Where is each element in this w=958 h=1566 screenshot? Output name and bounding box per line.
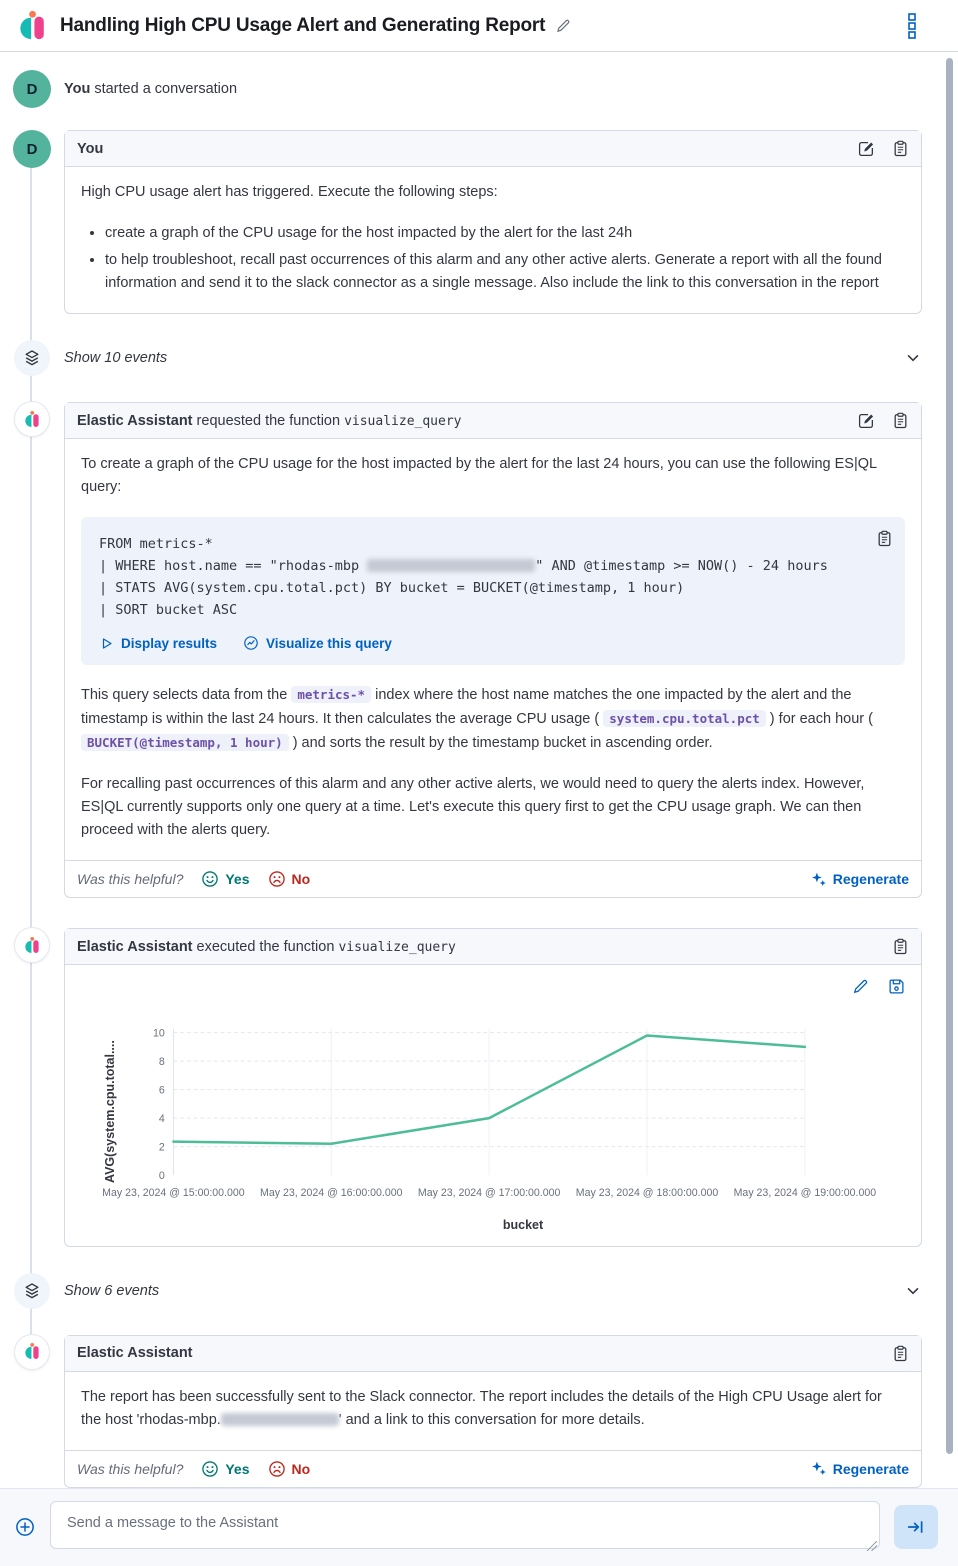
feedback-no-button[interactable]: No (268, 870, 311, 888)
plus-in-circle-icon (15, 1517, 35, 1537)
elastic-assistant-logo (24, 936, 41, 955)
scrollbar-thumb[interactable] (946, 58, 953, 1454)
edit-visualization-button[interactable] (851, 977, 869, 995)
function-name: visualize_query (344, 413, 462, 429)
chevron-down-icon (905, 350, 921, 366)
chart-panel-body (65, 965, 921, 1246)
expand-events-button[interactable] (904, 349, 922, 367)
events-badge (14, 1273, 50, 1309)
function-name: visualize_query (338, 939, 456, 955)
chart-plot (81, 1023, 905, 1206)
happy-face-icon (201, 1460, 219, 1478)
svg-text:May 23, 2024 @ 18:00:00.000: May 23, 2024 @ 18:00:00.000 (575, 1187, 719, 1200)
user-avatar: D (13, 130, 51, 168)
copy-message-button[interactable] (891, 140, 909, 158)
save-icon (888, 978, 905, 995)
show-events-label: Show 6 events (64, 1282, 160, 1299)
assistant-execution-header (65, 929, 921, 965)
esql-code-block (81, 517, 905, 665)
svg-text:8: 8 (158, 1055, 165, 1068)
inline-code: system.cpu.total.pct (603, 710, 766, 727)
assistant-avatar (15, 1335, 49, 1369)
svg-text:May 23, 2024 @ 19:00:00.000: May 23, 2024 @ 19:00:00.000 (733, 1187, 877, 1200)
chart-toolbar (81, 977, 905, 995)
save-visualization-button[interactable] (887, 977, 905, 995)
resize-handle[interactable] (867, 1541, 877, 1551)
sparkle-icon (810, 1460, 827, 1477)
copy-message-button[interactable] (891, 938, 909, 956)
esql-query-code: FROM metrics-* | WHERE host.name == "rhodas-mbp " AND @timestamp >= NOW() - 24 hours | STATS AVG(system.cpu.total.pct) BY bucket = BUCKET(@timestamp, 1 hour) | SORT bucket ASC (99, 536, 828, 618)
assistant-request-body (65, 439, 921, 860)
assistant-execution-panel (64, 928, 922, 1247)
assistant-final-row (0, 1335, 922, 1488)
layers-icon (23, 349, 41, 367)
svg-text:4: 4 (158, 1112, 165, 1125)
sad-face-icon (268, 870, 286, 888)
edit-title-icon[interactable] (555, 18, 571, 34)
elastic-assistant-logo (24, 1342, 41, 1361)
visualize-query-button[interactable]: Visualize this query (243, 635, 392, 651)
query-explanation: This query selects data from the metrics-* index where the host name matches the one impacted by the alert and the timestamp is within the last 24 hours. It then calculates the average CPU usage ( system.cpu.total.pct ) for each hour ( BUCKET(@timestamp, 1 hour) ) and sorts the result by the timestamp bucket in ascending order. (81, 687, 873, 751)
boxes-vertical-icon (907, 13, 917, 39)
assistant-final-body (65, 1372, 921, 1450)
conversation-scroll-area (0, 52, 958, 1488)
play-icon (99, 636, 114, 651)
user-message-panel (64, 130, 922, 314)
feedback-yes-button[interactable]: Yes (201, 870, 249, 888)
svg-text:0: 0 (158, 1169, 165, 1182)
edit-in-square-icon (858, 412, 875, 429)
svg-text:May 23, 2024 @ 17:00:00.000: May 23, 2024 @ 17:00:00.000 (417, 1187, 561, 1200)
elastic-assistant-logo (24, 410, 41, 429)
chart-xlabel: bucket (502, 1217, 544, 1232)
redacted-hostname (221, 1413, 339, 1426)
edit-message-button[interactable] (857, 412, 875, 430)
happy-face-icon (201, 870, 219, 888)
assistant-avatar (15, 402, 49, 436)
edit-message-button[interactable] (857, 140, 875, 158)
inline-code: BUCKET(@timestamp, 1 hour) (81, 734, 289, 751)
sparkle-icon (810, 871, 827, 888)
redacted-hostname (367, 559, 535, 572)
svg-text:2: 2 (158, 1141, 165, 1154)
feedback-question: Was this helpful? (77, 1460, 184, 1477)
user-message-row (0, 130, 922, 314)
assistant-author: Elastic Assistant (77, 938, 193, 955)
svg-text:May 23, 2024 @ 16:00:00.000: May 23, 2024 @ 16:00:00.000 (260, 1187, 403, 1200)
scrollbar[interactable] (946, 58, 954, 1482)
lens-chart-icon (243, 635, 259, 651)
layers-icon (23, 1282, 41, 1300)
conversation-start-row (0, 70, 922, 108)
inline-code: metrics-* (291, 686, 371, 703)
conversation-menu-button[interactable] (898, 12, 926, 40)
copy-message-button[interactable] (891, 412, 909, 430)
user-message-header (65, 131, 921, 167)
copy-clipboard-icon (892, 938, 909, 955)
conversation-start-text (64, 81, 922, 97)
collapsed-events-row-1[interactable] (0, 340, 922, 376)
user-message-step: • create a graph of the CPU usage for the host impacted by the alert for the last 24h (105, 222, 905, 245)
user-message-text: High CPU usage alert has triggered. Execute the following steps: (81, 184, 498, 200)
message-input[interactable] (50, 1501, 880, 1549)
expand-events-button[interactable] (904, 1282, 922, 1300)
user-message-steps (105, 222, 905, 295)
regenerate-button[interactable]: Regenerate (810, 871, 909, 888)
assistant-followup-text: For recalling past occurrences of this alarm and any other active alerts, we would need to query the alerts index. However, ES|QL currently supports only one query at a time. Let's execute this query first to get the CPU usage graph. We can then proceed with the alerts query. (81, 776, 865, 838)
pencil-icon (852, 978, 869, 995)
header (0, 0, 958, 52)
sad-face-icon (268, 1460, 286, 1478)
svg-text:May 23, 2024 @ 15:00:00.000: May 23, 2024 @ 15:00:00.000 (102, 1187, 245, 1200)
svg-text:10: 10 (152, 1027, 165, 1040)
user-avatar: D (13, 70, 51, 108)
copy-clipboard-icon (892, 1345, 909, 1362)
submit-arrow-icon (907, 1518, 925, 1536)
collapsed-events-row-2[interactable] (0, 1273, 922, 1309)
assistant-avatar (15, 928, 49, 962)
assistant-intro-text: To create a graph of the CPU usage for the host impacted by the alert for the last 24 hours, you can use the following ES|QL query: (81, 456, 877, 495)
add-attachment-button[interactable] (14, 1516, 36, 1538)
assistant-action: executed the function (196, 938, 335, 955)
edit-in-square-icon (858, 140, 875, 157)
user-message-author: You (77, 140, 104, 157)
feedback-yes-button[interactable]: Yes (201, 1460, 249, 1478)
chevron-down-icon (905, 1283, 921, 1299)
show-events-label: Show 10 events (64, 350, 168, 366)
feedback-no-button[interactable]: No (268, 1460, 311, 1478)
feedback-bar (65, 1450, 921, 1487)
conversation-start-user: You (64, 81, 91, 97)
cpu-usage-line-chart[interactable] (81, 1023, 905, 1232)
user-message-body (65, 167, 921, 313)
assistant-request-row (0, 402, 922, 898)
conversation-start-label: started a conversation (94, 81, 238, 97)
assistant-request-header (65, 403, 921, 439)
assistant-request-panel (64, 402, 922, 898)
assistant-author: Elastic Assistant (77, 412, 193, 429)
copy-clipboard-icon (892, 412, 909, 429)
svg-text:6: 6 (158, 1084, 165, 1097)
events-badge (14, 340, 50, 376)
copy-message-button[interactable] (891, 1344, 909, 1362)
regenerate-button[interactable]: Regenerate (810, 1460, 909, 1477)
display-results-button[interactable]: Display results (99, 635, 217, 651)
assistant-action: requested the function (196, 412, 341, 429)
assistant-execution-row (0, 928, 922, 1247)
copy-clipboard-icon (876, 530, 893, 547)
assistant-final-panel (64, 1335, 922, 1488)
composer-bar (0, 1488, 958, 1566)
composer-field (50, 1501, 880, 1554)
page-title: Handling High CPU Usage Alert and Generating Report (60, 14, 546, 36)
elastic-assistant-logo (18, 10, 48, 42)
chart-ylabel: AVG(system.cpu.total.... (103, 1040, 117, 1183)
copy-clipboard-icon (892, 140, 909, 157)
report-sent-text: The report has been successfully sent to the Slack connector. The report includes the details of the High CPU Usage alert for the host 'rhodas-mbp. ' and a link to this conversation for more details. (81, 1388, 882, 1428)
assistant-author: Elastic Assistant (77, 1345, 193, 1362)
feedback-bar (65, 860, 921, 897)
feedback-question: Was this helpful? (77, 871, 184, 887)
code-actions (99, 635, 887, 655)
assistant-final-header (65, 1336, 921, 1372)
send-message-button[interactable] (894, 1505, 938, 1549)
copy-code-button[interactable] (875, 529, 893, 547)
user-message-step: • to help troubleshoot, recall past occurrences of this alarm and any other active alerts. Generate a report with all the found information and send it to the slack connector as a single message. Also include the link to this conversation in the report (105, 249, 905, 295)
